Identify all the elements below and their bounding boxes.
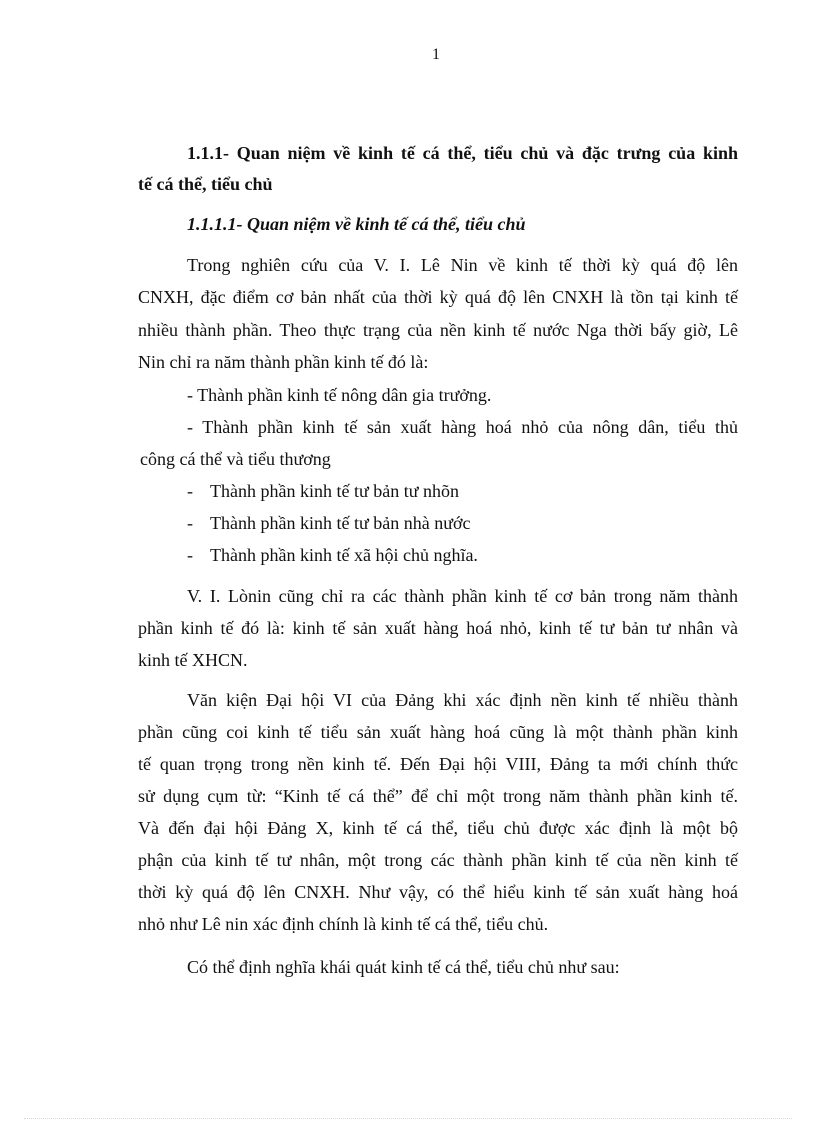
subsection-heading: 1.1.1.1- Quan niệm về kinh tế cá thể, tiểu chủ	[187, 214, 526, 234]
list-item-5: Thành phần kinh tế xã hội chủ nghĩa.	[210, 545, 478, 565]
paragraph-4: Có thể định nghĩa khái quát kinh tế cá thể, tiểu chủ như sau:	[187, 957, 620, 977]
paragraph-2-line-3: kinh tế XHCN.	[138, 650, 248, 670]
paragraph-2-line-1: V. I. Lònin cũng chỉ ra các thành phần kinh tế cơ bản trong năm thành	[187, 586, 738, 606]
paragraph-3-line-3: tế quan trọng trong nền kinh tế. Đến Đại hội VIII, Đảng ta mới chính thức	[138, 754, 738, 774]
section-heading-line-2: tế cá thể, tiểu chủ	[138, 174, 273, 194]
paragraph-1-line-2: CNXH, đặc điểm cơ bản nhất của thời kỳ quá độ lên CNXH là tồn tại kinh tế	[138, 287, 738, 307]
list-item-4-dash: -	[187, 513, 193, 533]
paragraph-3-line-4: sử dụng cụm từ: “Kinh tế cá thể” để chỉ một trong năm thành phần kinh tế.	[138, 786, 738, 806]
paragraph-3-line-6: phận của kinh tế tư nhân, một trong các thành phần kinh tế của nền kinh tế	[138, 850, 738, 870]
paragraph-1-line-3: nhiều thành phần. Theo thực trạng của nền kinh tế nước Nga thời bấy giờ, Lê	[138, 320, 738, 340]
paragraph-1-line-1: Trong nghiên cứu của V. I. Lê Nin về kinh tế thời kỳ quá độ lên	[187, 255, 738, 275]
list-item-5-dash: -	[187, 545, 193, 565]
page-number: 1	[432, 46, 440, 63]
paragraph-3-line-2: phần cũng coi kinh tế tiểu sản xuất hàng hoá cũng là một thành phần kinh	[138, 722, 738, 742]
list-item-3: Thành phần kinh tế tư bản tư nhõn	[210, 481, 459, 501]
paragraph-2-line-2: phần kinh tế đó là: kinh tế sản xuất hàng hoá nhỏ, kinh tế tư bản tư nhân và	[138, 618, 738, 638]
list-item-3-dash: -	[187, 481, 193, 501]
list-item-2-line-1: - Thành phần kinh tế sản xuất hàng hoá nhỏ của nông dân, tiểu thủ	[187, 417, 738, 437]
list-item-1: - Thành phần kinh tế nông dân gia trưởng.	[187, 385, 492, 405]
paragraph-3-line-8: nhỏ như Lê nin xác định chính là kinh tế cá thể, tiểu chủ.	[138, 914, 549, 934]
list-item-4: Thành phần kinh tế tư bản nhà nước	[210, 513, 471, 533]
paragraph-3-line-7: thời kỳ quá độ lên CNXH. Như vậy, có thể hiểu kinh tế sản xuất hàng hoá	[138, 882, 738, 902]
page-bottom-divider	[24, 1118, 792, 1119]
paragraph-1-line-4: Nin chỉ ra năm thành phần kinh tế đó là:	[138, 352, 429, 372]
paragraph-3-line-1: Văn kiện Đại hội VI của Đảng khi xác định nền kinh tế nhiều thành	[187, 690, 738, 710]
paragraph-3-line-5: Và đến đại hội Đảng X, kinh tế cá thể, tiểu chủ được xác định là một bộ	[138, 818, 738, 838]
section-heading-line-1: 1.1.1- Quan niệm về kinh tế cá thể, tiểu chủ và đặc trưng của kinh	[187, 143, 738, 163]
list-item-2-line-2: công cá thể và tiểu thương	[140, 449, 331, 469]
